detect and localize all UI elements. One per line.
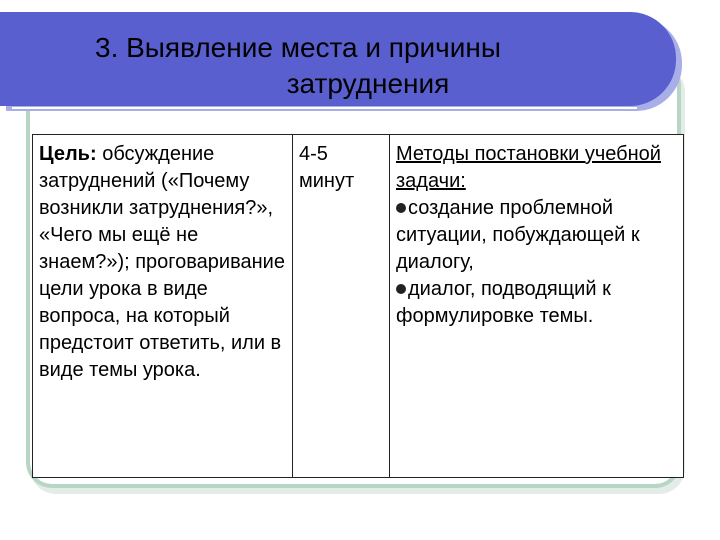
goal-text: обсуждение затруднений («Почему возникли затруднения?», «Чего мы ещё не знаем?»); проговаривание цели урока в виде вопроса, на который предстоит ответить, или в виде темы урока. xyxy=(39,143,285,381)
table-row xyxy=(33,135,684,478)
method-item xyxy=(396,276,677,330)
method-item xyxy=(396,195,677,276)
time-cell xyxy=(293,135,390,478)
methods-title: Методы постановки учебной задачи: xyxy=(396,143,661,192)
bullet-icon xyxy=(396,203,406,213)
method-item-text: создание проблемной ситуации, побуждающей к диалогу, xyxy=(396,197,640,273)
title-bar xyxy=(0,12,676,106)
methods-cell xyxy=(390,135,684,478)
bullet-icon xyxy=(396,284,406,294)
goal-cell xyxy=(33,135,293,478)
lesson-stage-table xyxy=(32,134,684,478)
title-underline xyxy=(12,107,637,109)
goal-label: Цель: xyxy=(39,143,97,165)
time-text: 4-5 минут xyxy=(299,143,355,192)
method-item-text: диалог, подводящий к формулировке темы. xyxy=(396,278,611,327)
slide-title-line-2: затруднения xyxy=(286,68,450,99)
slide-title xyxy=(0,30,676,102)
slide-title-line-1: 3. Выявление места и причины xyxy=(95,32,501,63)
